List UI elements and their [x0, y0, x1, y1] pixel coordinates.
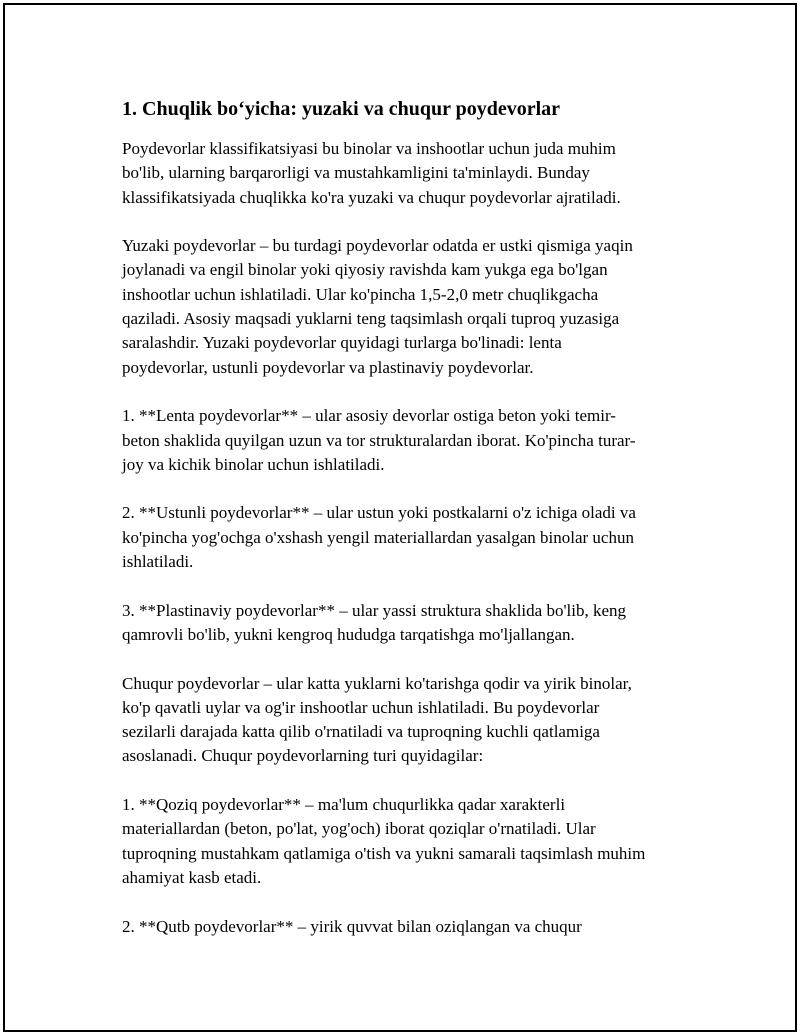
list-item-strip-foundations: 1. **Lenta poydevorlar** – ular asosiy devorlar ostiga beton yoki temir- beton shaklida quyilgan uzun va tor strukturalardan iborat. Ko'pincha turar- joy va kichik binolar uchun ishlatiladi. — [122, 406, 636, 474]
paragraph-shallow-foundations: Yuzaki poydevorlar – bu turdagi poydevorlar odatda er ustki qismiga yaqin joylanadi va engil binolar yoki qiyosiy ravishda kam yukga ega bo'lgan inshootlar uchun ishlatiladi. Ular ko'pincha 1,5-2,0 metr chuqlikgacha qaziladi. Asosiy maqsadi yuklarni teng taqsimlash orqali tuproq yuzasiga saralashdir. Yuzaki poydevorlar quyidagi turlarga bo'linadi: lenta poydevorlar, ustunli poydevorlar va plastinaviy poydevorlar. — [122, 236, 633, 377]
document-body — [120, 97, 700, 963]
paragraph-deep-foundations: Chuqur poydevorlar – ular katta yuklarni ko'tarishga qodir va yirik binolar, ko'p qavatli uylar va og'ir inshootlar uchun ishlatiladi. Bu poydevorlar sezilarli darajada katta qilib o'rnatiladi va tuproqning kuchli qatlamiga asoslanadi. Chuqur poydevorlarning turi quyidagilar: — [122, 673, 632, 766]
page-frame — [3, 3, 797, 1032]
list-item-pole-foundations: 2. **Qutb poydevorlar** – yirik quvvat bilan oziqlangan va chuqur — [122, 916, 582, 936]
list-item-pile-foundations: 1. **Qoziq poydevorlar** – ma'lum chuqurlikka qadar xarakterli materiallardan (beton, po'lat, yog'och) iborat qoziqlar o'rnatiladi. Ular tuproqning mustahkam qatlamiga o'tish va yukni samarali taqsimlash muhim ahamiyat kasb etadi. — [122, 795, 646, 887]
list-item-slab-foundations: 3. **Plastinaviy poydevorlar** – ular yassi struktura shaklida bo'lib, keng qamrovli bo'lib, yukni kengroq hududga tarqatishga mo'ljallangan. — [122, 600, 627, 644]
paragraph-intro: Poydevorlar klassifikatsiyasi bu binolar va inshootlar uchun juda muhim bo'lib, ularning barqarorligi va mustahkamligini ta'minlaydi. Bunday klassifikatsiyada chuqlikka ko'ra yuzaki va chuqur poydevorlar ajratiladi. — [122, 139, 621, 207]
list-item-column-foundations: 2. **Ustunli poydevorlar** – ular ustun yoki postkalarni o'z ichiga oladi va ko'pincha yog'ochga o'xshash yengil materiallardan yasalgan binolar uchun ishlatiladi. — [122, 503, 636, 572]
section-heading: 1. Chuqlik bo‘yicha: yuzaki va chuqur poydevorlar — [122, 98, 561, 120]
